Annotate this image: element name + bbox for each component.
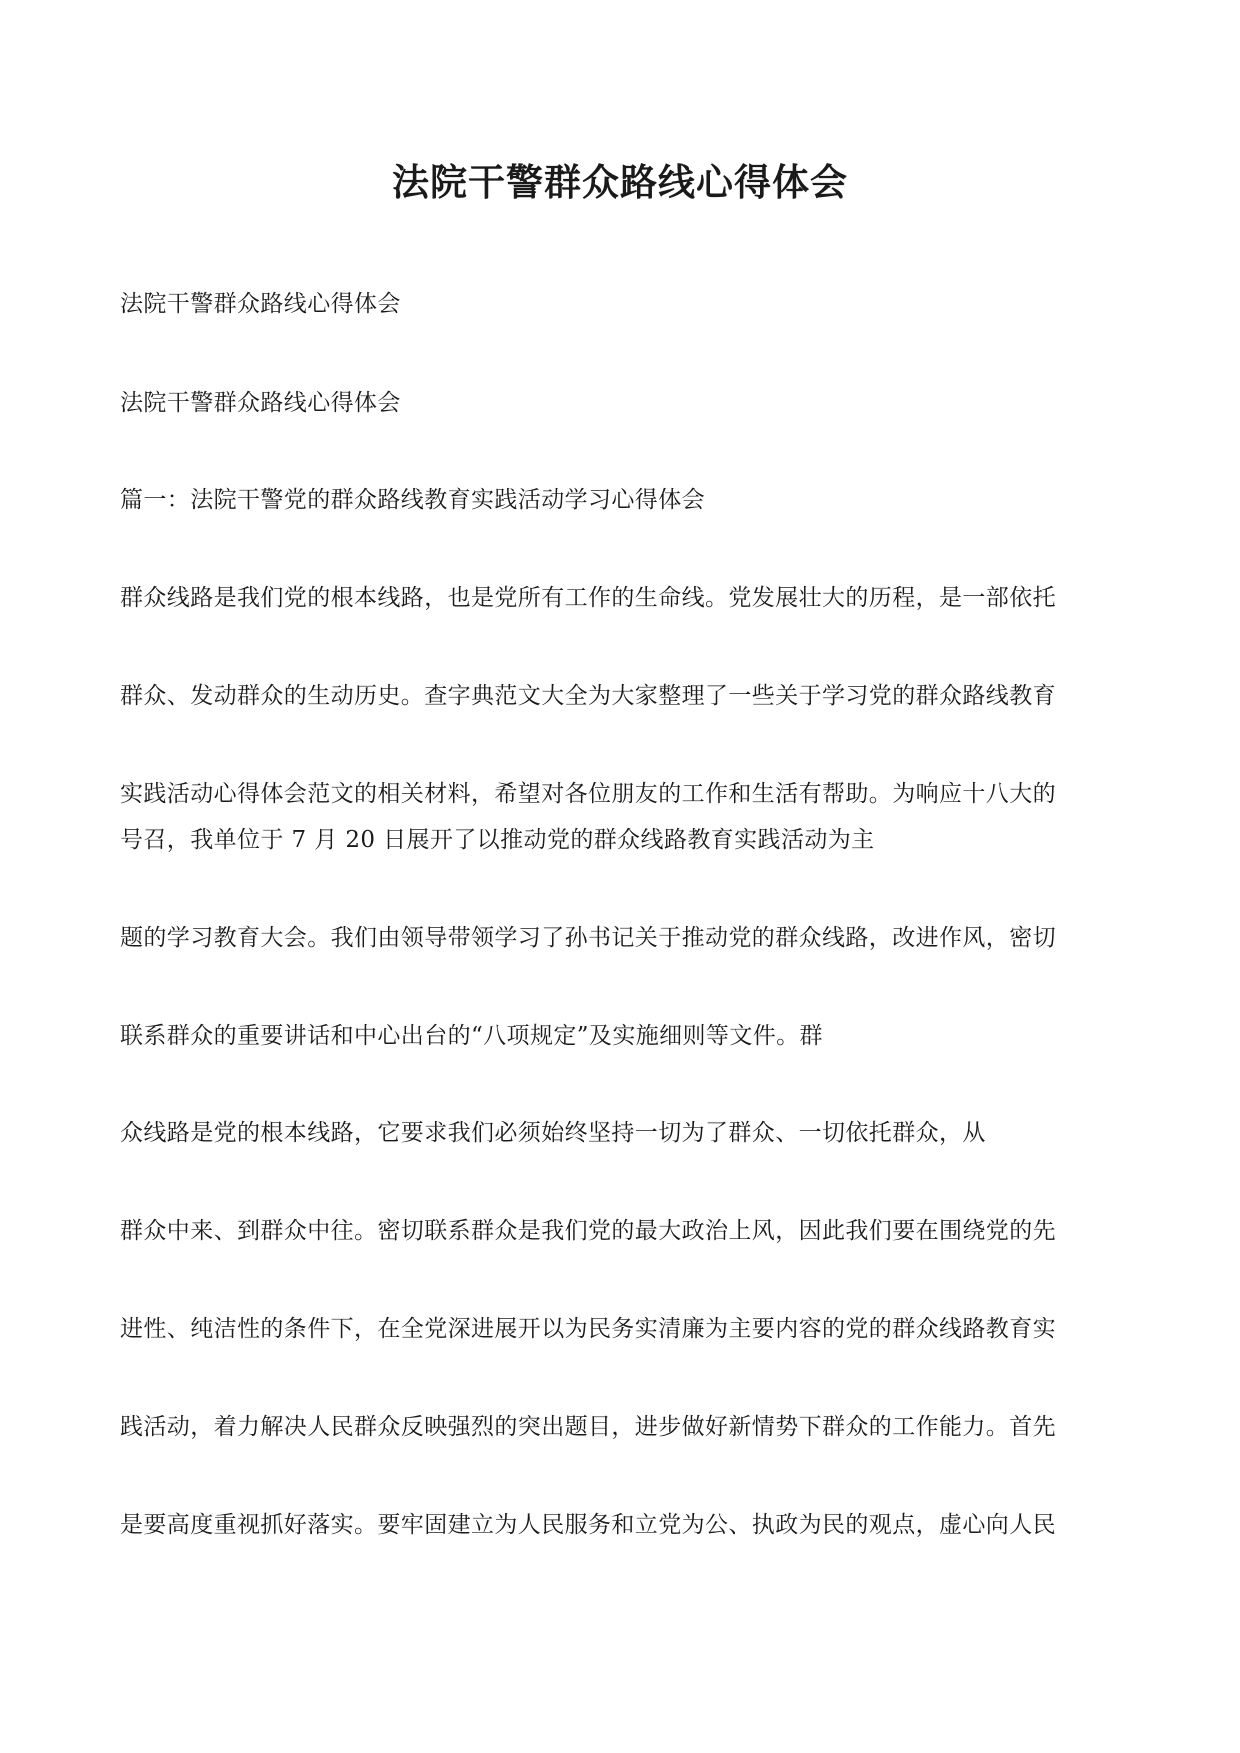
body-text-line: 题的学习教育大会。我们由领导带领学习了孙书记关于推动党的群众线路，改进作风，密切 bbox=[120, 925, 1056, 951]
body-text-line: 践活动，着力解决人民群众反映强烈的突出题目，进步做好新情势下群众的工作能力。首先 bbox=[120, 1414, 1056, 1440]
subtitle-line: 法院干警群众路线心得体会 bbox=[120, 291, 401, 317]
body-text-line: 群众、发动群众的生动历史。查字典范文大全为大家整理了一些关于学习党的群众路线教育 bbox=[120, 683, 1056, 709]
body-text-line: 群众中来、到群众中往。密切联系群众是我们党的最大政治上风，因此我们要在围绕党的先 bbox=[120, 1218, 1056, 1244]
body-text-line: 是要高度重视抓好落实。要牢固建立为人民服务和立党为公、执政为民的观点，虚心向人民 bbox=[120, 1512, 1056, 1538]
body-text-line: 进性、纯洁性的条件下，在全党深进展开以为民务实清廉为主要内容的党的群众线路教育实 bbox=[120, 1316, 1056, 1342]
document-title: 法院干警群众路线心得体会 bbox=[392, 161, 848, 204]
body-text-line: 群众线路是我们党的根本线路，也是党所有工作的生命线。党发展壮大的历程，是一部依托 bbox=[120, 585, 1056, 611]
body-text-line: 号召，我单位于 7 月 20 日展开了以推动党的群众线路教育实践活动为主 bbox=[120, 827, 875, 853]
body-text-line: 众线路是党的根本线路，它要求我们必须始终坚持一切为了群众、一切依托群众，从 bbox=[120, 1120, 986, 1146]
body-text-line: 实践活动心得体会范文的相关材料，希望对各位朋友的工作和生活有帮助。为响应十八大的 bbox=[120, 781, 1056, 807]
section-heading: 篇一：法院干警党的群众路线教育实践活动学习心得体会 bbox=[120, 487, 705, 513]
body-text-line: 联系群众的重要讲话和中心出台的“八项规定”及实施细则等文件。群 bbox=[120, 1023, 823, 1049]
subtitle-line: 法院干警群众路线心得体会 bbox=[120, 390, 401, 416]
